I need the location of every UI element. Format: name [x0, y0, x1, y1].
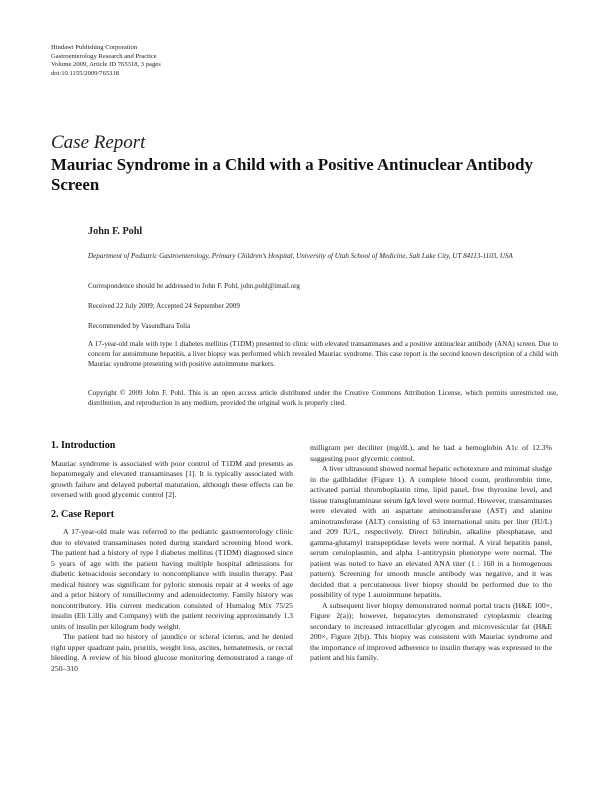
article-title: Mauriac Syndrome in a Child with a Positive Antinuclear Antibody Screen — [51, 155, 533, 194]
case-report-continued: milligram per deciliter (mg/dL), and he had a hemoglobin A1c of 12.3% suggesting poor glycemic control. — [310, 443, 552, 463]
article-type: Case Report — [51, 132, 146, 153]
journal-name: Gastroenterology Research and Practice — [51, 52, 157, 60]
received-accepted-dates: Received 22 July 2009; Accepted 24 September 2009 — [88, 302, 240, 310]
section-heading-introduction: 1. Introduction — [51, 440, 116, 451]
correspondence: Correspondence should be addressed to John F. Pohl, john.pohl@imail.org — [88, 282, 300, 290]
introduction-paragraph: Mauriac syndrome is associated with poor control of T1DM and presents as hepatomegaly and elevated transaminases [1]. It is typically associated with growth failure and delayed pubertal maturation, although these effects can be reversed with good glycemic control [2]. — [51, 458, 293, 499]
right-column — [310, 443, 552, 664]
publisher: Hindawi Publishing Corporation — [51, 44, 138, 51]
case-report-paragraph-2: The patient had no history of jaundice or scleral icterus, and he denied right upper quadrant pain, pruritis, weight loss, ascites, hematemesis, or rectal bleeding. A review of his blood glucose monitoring demonstrated a range of 250–310 — [51, 632, 293, 673]
copyright-notice: Copyright © 2009 John F. Pohl. This is an open access article distributed under the Creative Commons Attribution License, which permits unrestricted use, distribution, and reproduction in any medium, provided the original work is properly cited. — [88, 389, 558, 407]
recommended-by: Recommended by Vasundhara Tolia — [88, 322, 191, 330]
biopsy-paragraph: A subsequent liver biopsy demonstrated normal portal tracts (H&E 100×, Figure 2(a)); however, hepatocytes demonstrated cytoplasmic clearing secondary to increased intracellular glycogen and microvesicular fat (H&E 200×, Figure 2(b)). This biopsy was consistent with Mauriac syndrome and the importance of improved adherence to insulin therapy was expressed to the patient and his family. — [310, 600, 552, 662]
case-report-paragraph-1: A 17-year-old male was referred to the pediatric gastroenterology clinic due to elevated transaminases noted during standard screening blood work. The patient had a history of type I diabetes mellitus (T1DM) diagnosed since 5 years of age with the patient having multiple hospital admissions for diabetic ketoacidosis secondary to noncompliance with insulin therapy. Past medical history was significant for pyloric stenosis repair at 4 weeks of age and a prior history of tonsillectomy and adenoidectomy. Family history was noncontributory. His current medication consisted of Humalog Mix 75/25 insulin (Eli Lilly and Company) with the patient receiving approximately 1.3 units of insulin per kilogram body weight. — [51, 527, 293, 631]
journal-volume: Volume 2009, Article ID 765318, 3 pages — [51, 61, 161, 69]
author-name: John F. Pohl — [88, 226, 143, 237]
journal-doi: doi:10.1155/2009/765318 — [51, 69, 120, 77]
author-affiliation: Department of Pediatric Gastroenterology, Primary Children’s Hospital, University of Utah School of Medicine, Salt Lake City, UT 84113-1103, USA — [88, 252, 513, 260]
left-column — [51, 441, 293, 674]
abstract: A 17-year-old male with type 1 diabetes mellitus (T1DM) presented to clinic with elevated transaminases and a positive antinuclear antibody (ANA) screen. Due to concern for autoimmune hepatitis, a liver biopsy was performed which revealed Mauriac syndrome. This case report is the second known description of a child with Mauriac syndrome presenting with positive autoimmune markers. — [88, 340, 558, 368]
section-heading-case-report: 2. Case Report — [51, 508, 115, 520]
ultrasound-labs-paragraph: A liver ultrasound showed normal hepatic echotexture and minimal sludge in the gallbladder (Figure 1). A complete blood count, prothrombin time, activated partial thromboplastin time, lipid panel, free thyroxine level, and tissue transglutaminase serum IgA level were normal. However, transaminases were elevated with an aspartate aminotransferase (AST) and alanine aminotransferase (ALT) consisting of 63 international units per liter (IU/L) and 209 IU/L, respectively. Direct bilirubin, alkaline phosphatase, and gamma-glutamyl transpeptidase levels were normal. A viral hepatitis panel, serum ceruloplasmin, and alpha 1-antitrypsin phenotype were normal. The patient was noted to have an elevated ANA titer (1 : 160 in a homogenous pattern). Screening for smooth muscle antibody was negative, and it was decided that a percutaneous liver biopsy should be performed due to the possibility of type 1 autoimmune hepatitis. — [310, 464, 552, 599]
journal-header — [51, 44, 161, 78]
